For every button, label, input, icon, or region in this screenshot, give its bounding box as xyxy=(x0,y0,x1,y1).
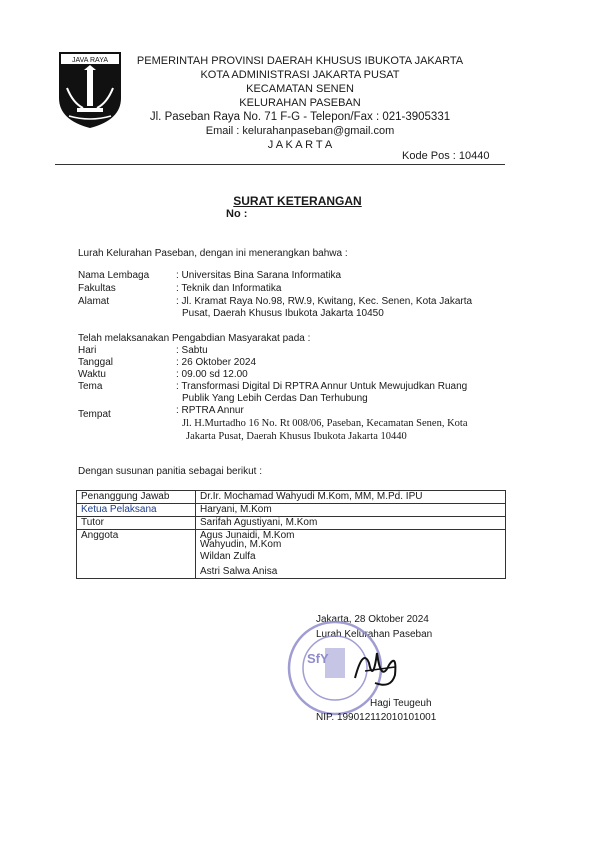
committee-name: Wildan Zulfa xyxy=(200,551,256,562)
hari-label: Hari xyxy=(78,345,97,356)
signature-position: Lurah Kelurahan Paseban xyxy=(316,629,433,640)
table-row xyxy=(77,517,506,530)
committee-role: Ketua Pelaksana xyxy=(77,504,196,517)
table-row xyxy=(77,504,506,517)
committee-name: Astri Salwa Anisa xyxy=(200,566,278,577)
fakultas-value: : Teknik dan Informatika xyxy=(176,283,282,294)
handwritten-signature xyxy=(345,643,405,693)
hari-value: : Sabtu xyxy=(176,345,208,356)
committee-name: Haryani, M.Kom xyxy=(196,504,506,517)
header-government-line: PEMERINTAH PROVINSI DAERAH KHUSUS IBUKOTA JAKARTA xyxy=(136,55,464,67)
alamat-label: Alamat xyxy=(78,296,110,307)
waktu-label: Waktu xyxy=(78,369,106,380)
table-row xyxy=(77,491,506,504)
tempat-value-line2: Jl. H.Murtadho 16 No. Rt 008/06, Paseban, Kecamatan Senen, Kota xyxy=(182,418,468,429)
logo-lettering: JAVA RAYA xyxy=(71,57,109,64)
alamat-value-line2: Pusat, Daerah Khusus Ibukota Jakarta 10450 xyxy=(182,308,384,319)
tema-value-line1: : Transformasi Digital Di RPTRA Annur Untuk Mewujudkan Ruang xyxy=(176,381,468,392)
header-divider xyxy=(55,164,505,165)
nama-lembaga-label: Nama Lembaga xyxy=(78,270,150,281)
signatory-nip: NIP. 199012112010101001 xyxy=(316,712,437,723)
nama-lembaga-value: : Universitas Bina Sarana Informatika xyxy=(176,270,342,281)
fakultas-label: Fakultas xyxy=(78,283,116,294)
committee-name: Agus Junaidi, M.Kom xyxy=(200,530,295,541)
activity-intro: Telah melaksanakan Pengabdian Masyarakat pada : xyxy=(78,333,311,344)
header-email-line: Email : kelurahanpaseban@gmail.com xyxy=(205,125,395,137)
header-city-line: KOTA ADMINISTRASI JAKARTA PUSAT xyxy=(200,69,400,81)
document-title: SURAT KETERANGAN xyxy=(233,194,362,208)
document-number: No : xyxy=(226,208,248,220)
postal-code: Kode Pos : 10440 xyxy=(402,150,490,162)
header-city-name: J A K A R T A xyxy=(267,139,333,151)
tema-label: Tema xyxy=(78,381,103,392)
committee-intro: Dengan susunan panitia sebagai berikut : xyxy=(78,466,263,477)
signatory-name: Hagi Teugeuh xyxy=(370,698,432,709)
svg-text:SfY: SfY xyxy=(307,651,329,666)
tempat-label: Tempat xyxy=(78,409,111,420)
committee-name: Dr.Ir. Mochamad Wahyudi M.Kom, MM, M.Pd. IPU xyxy=(196,491,506,504)
alamat-value-line1: : Jl. Kramat Raya No.98, RW.9, Kwitang, Kec. Senen, Kota Jakarta xyxy=(176,296,473,307)
committee-role: Anggota xyxy=(77,530,196,579)
committee-role: Penanggung Jawab xyxy=(77,491,196,504)
committee-name: Wahyudin, M.Kom xyxy=(200,539,282,550)
committee-table xyxy=(76,490,506,579)
header-district-line: KECAMATAN SENEN xyxy=(246,83,354,95)
tempat-value-line1: : RPTRA Annur xyxy=(176,405,244,416)
table-row xyxy=(77,530,506,579)
committee-names-cell xyxy=(196,530,506,579)
committee-role: Tutor xyxy=(77,517,196,530)
committee-name: Sarifah Agustiyani, M.Kom xyxy=(196,517,506,530)
header-address-line: Jl. Paseban Raya No. 71 F-G - Telepon/Fax : 021-3905331 xyxy=(149,111,451,123)
tema-value-line2: Publik Yang Lebih Cerdas Dan Terhubung xyxy=(182,393,368,404)
intro-statement: Lurah Kelurahan Paseban, dengan ini menerangkan bahwa : xyxy=(78,248,348,259)
tempat-value-line3: Jakarta Pusat, Daerah Khusus Ibukota Jakarta 10440 xyxy=(186,431,407,442)
header-kelurahan-line: KELURAHAN PASEBAN xyxy=(239,97,361,109)
tanggal-label: Tanggal xyxy=(78,357,114,368)
tanggal-value: : 26 Oktober 2024 xyxy=(176,357,257,368)
signature-place-date: Jakarta, 28 Oktober 2024 xyxy=(316,614,429,625)
waktu-value: : 09.00 sd 12.00 xyxy=(176,369,248,380)
